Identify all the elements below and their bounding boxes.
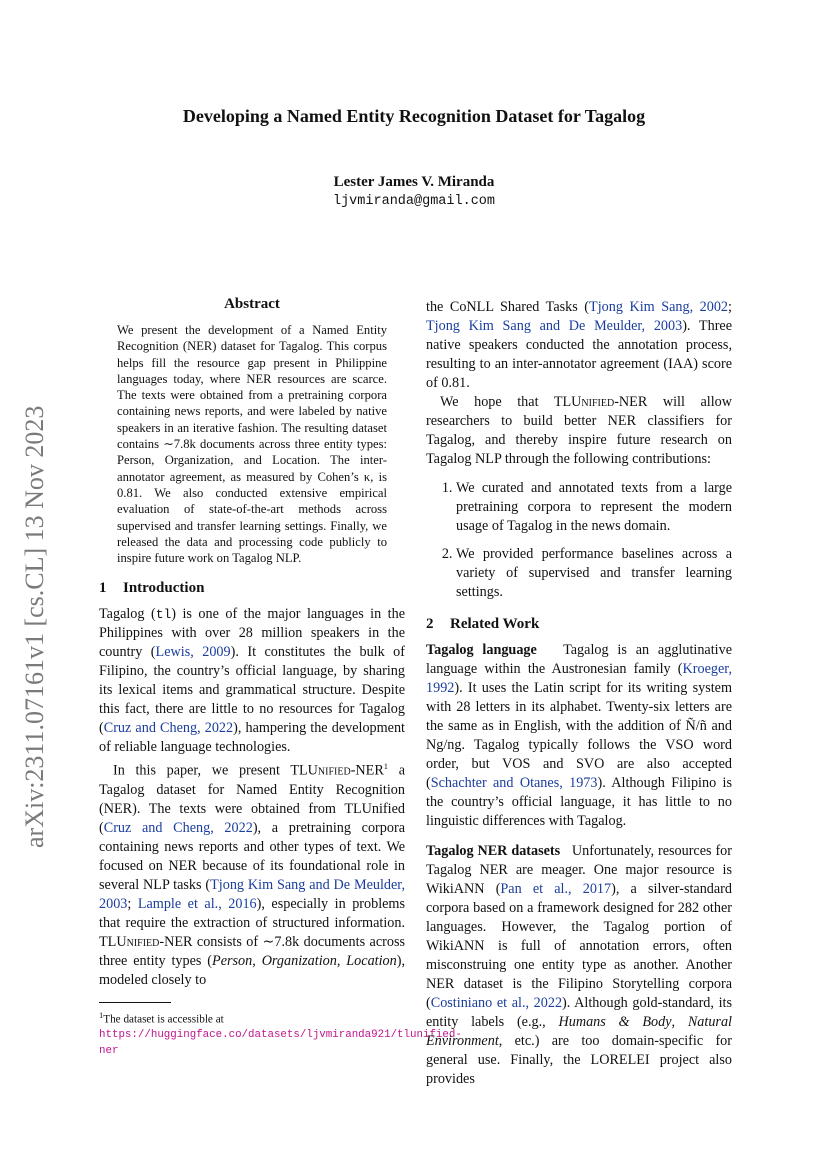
dataset-url-link[interactable]: https://huggingface.co/datasets/ljvmiranda921/tlunified-ner (99, 1029, 462, 1057)
intro-paragraph-3: the CoNLL Shared Tasks (Tjong Kim Sang, 2002; Tjong Kim Sang and De Meulder, 2003). Three native speakers conducted the annotation process, resulting to an inter-annotator agreement (IAA) score of 0.81. (426, 299, 733, 391)
section-number: 2 (426, 616, 434, 632)
abstract-text: We present the development of a Named Entity Recognition (NER) dataset for Tagalog. This corpus helps fill the resource gap present in Philippine languages today, where NER resources are scarce. The texts were obtained from a pretraining corpora containing news reports, and were labeled by native speakers in an iterative fashion. The resulting dataset contains ∼7.8k documents across three entity types: Person, Organization, and Location. The inter-annotator agreement, as measured by Cohen’s κ, is 0.81. We also conducted extensive empirical evaluation of state-of-the-art methods across supervised and transfer learning settings. Finally, we released the data and processing code publicly to inspire future work on Tagalog NLP. (117, 323, 387, 566)
section-title: Introduction (123, 580, 205, 597)
dataset-name: TLUnified-NER (99, 934, 193, 951)
author-name: Lester James V. Miranda (333, 174, 495, 190)
language-code: tl (155, 607, 172, 623)
citation-link[interactable]: Pan et al., 2017 (500, 881, 612, 897)
section-introduction-heading (99, 580, 405, 597)
paragraph-heading: Tagalog NER datasets (426, 843, 561, 859)
contributions-list (426, 479, 732, 602)
list-item: 2. We provided performance baselines across a variety of supervised and transfer learning settings. (456, 545, 732, 602)
citation-link[interactable]: Costiniano et al., 2022 (430, 995, 563, 1011)
left-column (99, 296, 462, 1058)
footnote-divider (99, 1002, 171, 1003)
related-tagalog-language: Tagalog language Tagalog is an agglutinative language within the Austronesian family (Kroeger, 1992). It uses the Latin script for its writing system with 28 letters in its alphabet. Twenty-six letters are the same as in English, with the addition of Ñ/ñ and Ng/ng. Tagalog typically follows the VSO word order, but VOS and SVO are also accepted (Schachter and Otanes, 1973). Although Filipino is the country’s official language, it has little to no linguistic differences with Tagalog. (426, 642, 733, 829)
citation-link[interactable]: Tjong Kim Sang and De Meulder, 2003 (99, 877, 405, 913)
dataset-name: TLUnified-NER (553, 394, 648, 410)
citation-link[interactable]: Cruz and Cheng, 2022 (103, 720, 234, 737)
footnote: $^1$The dataset is accessible at https://huggingface.co/datasets/ljvmiranda921/tlunified-ner (99, 1010, 462, 1057)
paper-title: Developing a Named Entity Recognition Dataset for Tagalog (182, 106, 646, 126)
abstract-heading: Abstract (224, 296, 280, 312)
citation-link[interactable]: Cruz and Cheng, 2022 (103, 820, 253, 837)
right-column (426, 298, 732, 1089)
citation-link[interactable]: Tjong Kim Sang, 2002 (589, 299, 729, 315)
intro-paragraph-4: We hope that TLUnified-NER will allow researchers to build better NER classifiers for Tagalog, and thereby inspire future research on Tagalog NLP through the following contributions: (426, 394, 732, 467)
dataset-name: TLUnified-NER (290, 763, 384, 780)
list-item: 1. We curated and annotated texts from a large pretraining corpora to represent the modern usage of Tagalog in the news domain. (456, 479, 732, 536)
paragraph-heading: Tagalog language (426, 642, 537, 658)
section-title: Related Work (450, 616, 540, 632)
section-number: 1 (99, 580, 107, 597)
section-related-work-heading (426, 616, 732, 633)
intro-paragraph-2: In this paper, we present TLUnified-NER$^1$ a Tagalog dataset for Named Entity Recognition (NER). The texts were obtained from TLUnified (Cruz and Cheng, 2022), a pretraining corpora containing news reports and other types of text. We focused on NER because of its foundational role in several NLP tasks (Tjong Kim Sang and De Meulder, 2003; Lample et al., 2016), especially in problems that require the extraction of structured information. TLUnified-NER consists of ∼7.8k documents across three entity types (Person, Organization, Location), modeled closely to (99, 761, 406, 989)
intro-paragraph-1: Tagalog (tl) is one of the major languages in the Philippines with over 28 million speakers in the country (Lewis, 2009). It constitutes the bulk of Filipino, the country’s official language, by sharing its lexical items and grammatical structure. Despite this fact, there are little to no resources for Tagalog (Cruz and Cheng, 2022), hampering the development of reliable language technologies. (99, 606, 406, 756)
related-tagalog-ner: Tagalog NER datasets Unfortunately, resources for Tagalog NER are meager. One major resource is WikiANN (Pan et al., 2017), a silver-standard corpora based on a framework designed for 282 other languages. However, the Tagalog portion of WikiANN is full of annotation errors, often misconstruing one entity type as another. Another NER dataset is the Filipino Storytelling corpora (Costiniano et al., 2022). Although gold-standard, its entity labels (e.g., Humans & Body, Natural Environment, etc.) are too domain-specific for general use. Finally, the LORELEI project also provides (426, 843, 733, 1087)
citation-link[interactable]: Lewis, 2009 (155, 644, 231, 661)
footnote-mark[interactable]: 1 (383, 761, 389, 772)
arxiv-stamp: arXiv:2311.07161v1 [cs.CL] 13 Nov 2023 (20, 405, 49, 848)
citation-link[interactable]: Lample et al., 2016 (137, 896, 257, 913)
citation-link[interactable]: Kroeger, 1992 (426, 661, 732, 696)
citation-link[interactable]: Tjong Kim Sang and De Meulder, 2003 (426, 318, 683, 334)
author-email: ljvmiranda@gmail.com (332, 194, 496, 209)
citation-link[interactable]: Schachter and Otanes, 1973 (430, 775, 598, 791)
